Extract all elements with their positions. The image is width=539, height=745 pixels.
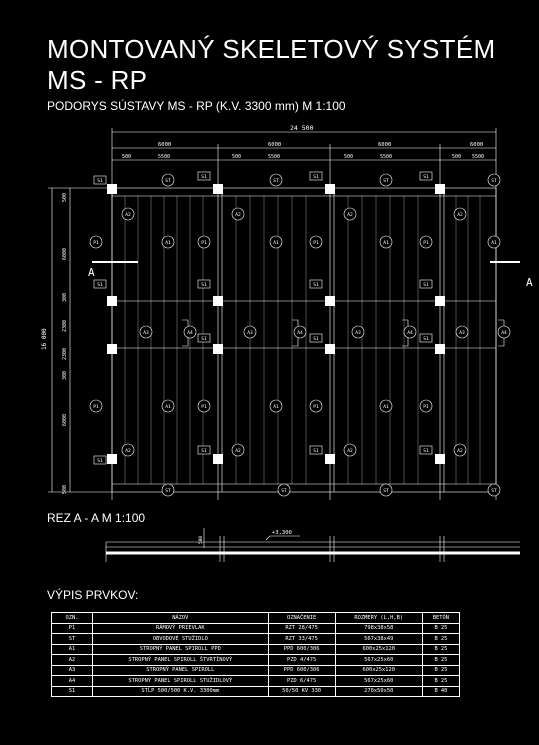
- col-oznacenie: OZNAČENIE: [268, 613, 335, 624]
- section-drawing: [0, 522, 539, 572]
- svg-text:S1: S1: [201, 283, 207, 288]
- svg-text:S1: S1: [313, 337, 319, 342]
- svg-text:S1: S1: [423, 283, 429, 288]
- elements-list-title: VÝPIS PRVKOV:: [47, 588, 139, 602]
- svg-text:P1: P1: [93, 241, 99, 246]
- svg-text:S1: S1: [313, 283, 319, 288]
- svg-text:A2: A2: [347, 449, 353, 454]
- svg-text:P1: P1: [423, 405, 429, 410]
- svg-text:ST: ST: [281, 489, 287, 494]
- v-dim-1: 6000: [62, 247, 68, 260]
- sub-dim-5500-1: 5500: [158, 154, 171, 160]
- svg-text:S1: S1: [201, 449, 207, 454]
- elements-table: [51, 612, 460, 697]
- bay-dim-4: 6000: [470, 142, 484, 148]
- svg-text:A2: A2: [457, 449, 463, 454]
- title-line-2: MS - RP: [47, 65, 148, 95]
- svg-text:A3: A3: [143, 331, 149, 336]
- sub-dim-500-1: 500: [122, 154, 132, 160]
- svg-text:P1: P1: [93, 405, 99, 410]
- svg-text:A2: A2: [125, 449, 131, 454]
- cell: B 25: [422, 655, 459, 666]
- cell: A3: [52, 665, 93, 676]
- cell: 270x50x50: [335, 686, 422, 697]
- sub-dim-500-4: 500: [452, 154, 462, 160]
- section-dim: 500: [199, 535, 204, 544]
- svg-text:S1: S1: [97, 459, 103, 464]
- svg-text:ST: ST: [165, 489, 171, 494]
- svg-text:P1: P1: [313, 241, 319, 246]
- svg-text:S1: S1: [423, 175, 429, 180]
- section-marker-right: A: [526, 276, 533, 289]
- svg-text:A1: A1: [491, 241, 497, 246]
- v-dim-4: 2300: [62, 347, 68, 360]
- svg-text:A1: A1: [273, 241, 279, 246]
- section-marker-left: A: [88, 266, 95, 279]
- total-width-dim: 24 500: [290, 124, 314, 132]
- drawing-title: [47, 34, 495, 96]
- v-dim-2: 300: [62, 292, 68, 302]
- svg-text:A2: A2: [457, 213, 463, 218]
- cell: 798x38x58: [335, 623, 422, 634]
- bay-dim-3: 6000: [378, 142, 392, 148]
- svg-text:A2: A2: [347, 213, 353, 218]
- svg-text:S1: S1: [313, 449, 319, 454]
- table-row: [52, 623, 460, 634]
- v-dim-5: 300: [62, 370, 68, 380]
- v-dim-7: 500: [62, 484, 68, 494]
- svg-text:A3: A3: [459, 331, 465, 336]
- bay-dim-1: 6000: [158, 142, 172, 148]
- sub-dim-500-3: 500: [344, 154, 354, 160]
- svg-text:A1: A1: [165, 241, 171, 246]
- col-ozn: OZN.: [52, 613, 93, 624]
- cell: B 25: [422, 644, 459, 655]
- cell: STROPNÝ PANEL SPIROLL STUŽIDLOVÝ: [93, 676, 268, 687]
- svg-text:S1: S1: [423, 449, 429, 454]
- svg-text:A4: A4: [187, 331, 193, 336]
- cell: 567x25x60: [335, 655, 422, 666]
- cell: B 25: [422, 623, 459, 634]
- svg-text:A2: A2: [235, 449, 241, 454]
- cell: OBVODOVÉ STUŽIDLO: [93, 634, 268, 645]
- cell: P1: [52, 623, 93, 634]
- svg-text:A3: A3: [355, 331, 361, 336]
- cell: A2: [52, 655, 93, 666]
- v-dim-0: 500: [62, 192, 68, 202]
- svg-text:P1: P1: [201, 241, 207, 246]
- svg-text:ST: ST: [383, 489, 389, 494]
- cell: B 25: [422, 665, 459, 676]
- cell: PPD 600/306: [268, 644, 335, 655]
- col-rozmery: ROZMERY (L,H,B): [335, 613, 422, 624]
- section-level-label: +3,300: [272, 530, 292, 536]
- svg-text:ST: ST: [273, 179, 279, 184]
- sub-dim-500-2: 500: [232, 154, 242, 160]
- svg-text:A4: A4: [501, 331, 507, 336]
- cell: PZD 6/475: [268, 676, 335, 687]
- svg-text:A2: A2: [235, 213, 241, 218]
- bay-dim-2: 6000: [268, 142, 282, 148]
- svg-text:ST: ST: [383, 179, 389, 184]
- plan-subtitle: PODORYS SÚSTAVY MS - RP (K.V. 3300 mm) M 1:100: [47, 99, 346, 113]
- svg-text:A1: A1: [273, 405, 279, 410]
- cell: 600x25x120: [335, 665, 422, 676]
- svg-text:P1: P1: [313, 405, 319, 410]
- total-height-dim: 16 000: [41, 328, 48, 350]
- svg-text:S1: S1: [201, 175, 207, 180]
- cell: ST: [52, 634, 93, 645]
- svg-text:ST: ST: [491, 489, 497, 494]
- sub-dim-5500-3: 5500: [380, 154, 393, 160]
- table-row: [52, 655, 460, 666]
- svg-text:A2: A2: [125, 213, 131, 218]
- cell: S1: [52, 686, 93, 697]
- v-dim-3: 2300: [62, 319, 68, 332]
- cell: B 25: [422, 634, 459, 645]
- svg-text:S1: S1: [97, 283, 103, 288]
- table-header-row: [52, 613, 460, 624]
- col-beton: BETÓN: [422, 613, 459, 624]
- table-row: [52, 644, 460, 655]
- svg-text:A4: A4: [407, 331, 413, 336]
- cell: 567x38x49: [335, 634, 422, 645]
- svg-text:A1: A1: [165, 405, 171, 410]
- cell: STĹP 500/500 K.V. 3300mm: [93, 686, 268, 697]
- col-nazov: NÁZOV: [93, 613, 268, 624]
- svg-text:S1: S1: [201, 337, 207, 342]
- cell: RZT 33/475: [268, 634, 335, 645]
- table-row: [52, 686, 460, 697]
- cell: 567x25x60: [335, 676, 422, 687]
- svg-text:A1: A1: [383, 241, 389, 246]
- cell: 50/50 KV 330: [268, 686, 335, 697]
- cell: A4: [52, 676, 93, 687]
- sub-dim-5500-2: 5500: [268, 154, 281, 160]
- table-row: [52, 634, 460, 645]
- v-dim-6: 6000: [62, 413, 68, 426]
- cell: STROPNÝ PANEL SPIROLL ŠTVRTÍNOVÝ: [93, 655, 268, 666]
- cell: 600x25x120: [335, 644, 422, 655]
- table-row: [52, 665, 460, 676]
- section-title: REZ A - A M 1:100: [47, 511, 146, 525]
- svg-text:A1: A1: [383, 405, 389, 410]
- cell: RZT 28/475: [268, 623, 335, 634]
- cell: B 25: [422, 676, 459, 687]
- svg-text:ST: ST: [491, 179, 497, 184]
- cell: PZD 4/475: [268, 655, 335, 666]
- svg-text:S1: S1: [97, 179, 103, 184]
- cell: A1: [52, 644, 93, 655]
- cell: STROPNÝ PANEL SPIROLL PPD: [93, 644, 268, 655]
- floor-plan-drawing: [0, 120, 539, 500]
- table-row: [52, 676, 460, 687]
- svg-text:S1: S1: [423, 337, 429, 342]
- title-line-1: MONTOVANÝ SKELETOVÝ SYSTÉM: [47, 34, 496, 64]
- cell: STROPNÝ PANEL SPIROLL: [93, 665, 268, 676]
- svg-text:ST: ST: [165, 179, 171, 184]
- svg-text:S1: S1: [313, 175, 319, 180]
- svg-text:A3: A3: [247, 331, 253, 336]
- cell: PPD 600/306: [268, 665, 335, 676]
- sub-dim-5500-4: 5500: [472, 154, 485, 160]
- cell: RÁMOVÝ PRIEVLAK: [93, 623, 268, 634]
- svg-text:A4: A4: [297, 331, 303, 336]
- cell: B 40: [422, 686, 459, 697]
- svg-text:P1: P1: [423, 241, 429, 246]
- svg-text:P1: P1: [201, 405, 207, 410]
